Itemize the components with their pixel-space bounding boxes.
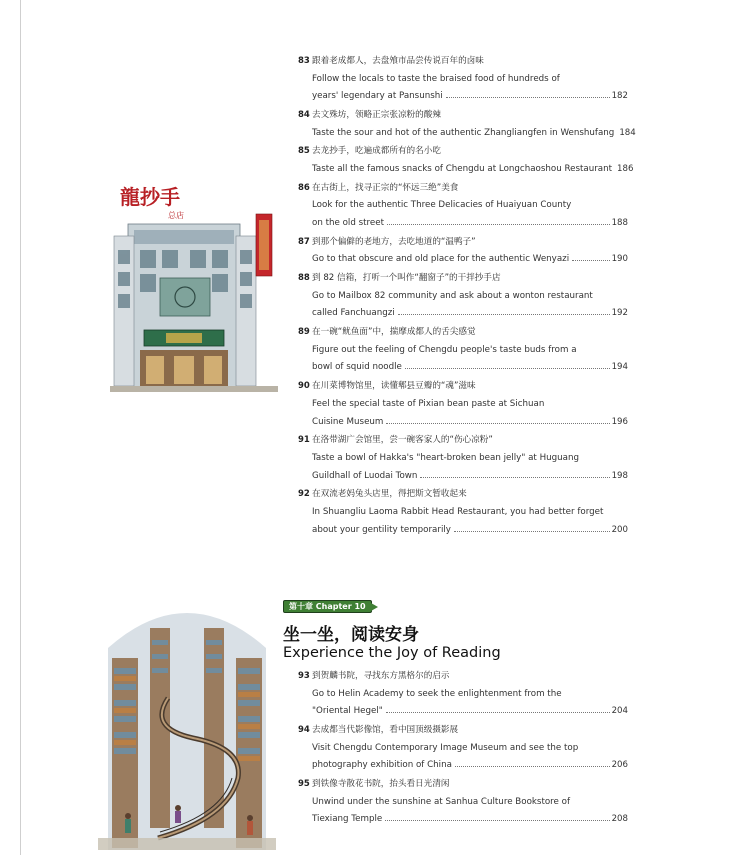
toc-entry-number: 91 [298, 435, 310, 446]
toc-entry-chinese-title [298, 270, 628, 288]
toc-entry-english-text: called Fanchuangzi [312, 308, 395, 319]
toc-entry-english-line: Figure out the feeling of Chengdu people's taste buds from a [312, 344, 577, 355]
toc-entry-english-line: Taste a bowl of Hakka's "heart-broken bean jelly" at Huguang [312, 452, 579, 463]
toc-entry-chinese-text: 去成都当代影像馆，看中国顶级摄影展 [312, 725, 459, 736]
toc-entry[interactable] [298, 180, 628, 233]
toc-entry-english-line-last [298, 215, 628, 233]
chapter-10-tag: 第十章 Chapter 10 [283, 600, 372, 613]
toc-entry-page-number[interactable]: 194 [611, 362, 628, 373]
toc-entry-english-line-last [298, 305, 628, 323]
toc-entry-chinese-title [298, 486, 628, 504]
toc-entry-page-number[interactable]: 200 [611, 524, 628, 535]
toc-entry-page-number[interactable]: 196 [611, 416, 628, 427]
toc-entry-number: 88 [298, 273, 310, 284]
toc-entry-english-line-last [298, 522, 628, 540]
toc-entry-chinese-title [298, 722, 628, 740]
toc-entry-page-number[interactable]: 186 [617, 163, 634, 174]
toc-entry-chinese-title [298, 776, 628, 794]
toc-entry-page-number[interactable]: 192 [611, 308, 628, 319]
toc-entry-english-text: bowl of squid noodle [312, 362, 402, 373]
toc-entry-chinese-title [298, 180, 628, 198]
toc-entry-english-line: Go to Helin Academy to seek the enlightenment from the [312, 688, 562, 699]
toc-entry-page-number[interactable]: 206 [611, 760, 628, 771]
toc-entry-number: 87 [298, 236, 310, 247]
toc-entry-chinese-title [298, 432, 628, 450]
dot-leader [446, 97, 610, 98]
toc-entry-chinese-title [298, 143, 628, 161]
toc-list-chapter-10 [298, 668, 628, 830]
rooftop-subsign-text: 总店 [168, 211, 184, 220]
toc-entry-english-line-last [298, 88, 628, 106]
toc-entry-chinese-text: 在双流老妈兔头店里，得把斯文暂收起来 [312, 489, 467, 500]
toc-entry[interactable] [298, 143, 634, 178]
toc-entry-chinese-title [298, 324, 628, 342]
toc-entry-chinese-text: 在洛带湖广会馆里，尝一碗客家人的“伤心凉粉” [312, 435, 493, 446]
toc-entry-chinese-text: 到贺麟书院，寻找东方黑格尔的启示 [312, 671, 450, 681]
toc-entry-number: 93 [298, 671, 310, 681]
toc-entry-chinese-title [298, 378, 628, 396]
toc-entry-english-line-last [298, 414, 628, 432]
toc-entry[interactable] [298, 234, 628, 269]
toc-entry-number: 94 [298, 725, 310, 736]
rooftop-sign-text: 龍抄手 [120, 185, 180, 209]
toc-entry-english-text: "Oriental Hegel" [312, 706, 383, 717]
toc-entry-english-line-last [298, 359, 628, 377]
toc-entry-english-line: In Shuangliu Laoma Rabbit Head Restaurant, you had better forget [312, 506, 604, 517]
toc-entry-number: 86 [298, 182, 310, 193]
dot-leader [420, 477, 609, 478]
toc-entry-english-line-last [298, 251, 628, 269]
toc-list-chapter-9 [298, 53, 636, 541]
toc-entry-english-text: Taste all the famous snacks of Chengdu at Longchaoshou Restaurant [312, 163, 613, 174]
toc-entry-page-number[interactable]: 198 [611, 470, 628, 481]
toc-entry-english-text: Taste the sour and hot of the authentic Zhangliangfen in Wenshufang [312, 127, 615, 138]
toc-entry[interactable] [298, 668, 628, 721]
page-edge-rule [20, 0, 21, 855]
toc-entry-english-text: Cuisine Museum [312, 416, 384, 427]
toc-entry[interactable] [298, 378, 628, 431]
toc-entry-chinese-title [298, 107, 628, 125]
toc-entry-english-text: Go to that obscure and old place for the authentic Wenyazi [312, 254, 570, 265]
chapter-title-chinese: 坐一坐，阅读安身 [283, 625, 419, 645]
dot-leader [385, 820, 609, 821]
toc-entry-english-text: on the old street [312, 217, 385, 228]
toc-entry-chinese-title [298, 668, 628, 686]
toc-entry-english-line-last [298, 811, 628, 829]
toc-entry-chinese-text: 到铁像寺散花书院，抬头看日光清闲 [312, 779, 450, 790]
dot-leader [398, 314, 610, 315]
toc-entry[interactable] [298, 107, 636, 142]
toc-entry[interactable] [298, 432, 628, 485]
toc-entry-english-line: Look for the authentic Three Delicacies of Huaiyuan County [312, 200, 572, 211]
toc-entry-chinese-text: 去文殊坊，领略正宗张凉粉的酸辣 [312, 110, 441, 121]
toc-entry-english-line-last [298, 757, 628, 775]
toc-entry-english-line-last [298, 125, 636, 143]
toc-entry-page-number[interactable]: 184 [619, 127, 636, 138]
toc-entry-chinese-text: 去龙抄手，吃遍成都所有的名小吃 [312, 146, 441, 157]
toc-entry-chinese-text: 到那个偏僻的老地方，去吃地道的“温鸭子” [312, 236, 476, 247]
toc-entry-chinese-text: 到 82 信箱，打听一个叫作“翻窗子”的干拌抄手店 [312, 273, 501, 284]
dot-leader [454, 531, 610, 532]
toc-entry-chinese-text: 在川菜博物馆里，读懂郫县豆瓣的“魂”滋味 [312, 381, 476, 392]
toc-entry-english-line-last [298, 468, 628, 486]
bookstore-interior-illustration [98, 588, 276, 850]
toc-entry-number: 84 [298, 110, 310, 121]
toc-entry-chinese-text: 在一碗“鱿鱼面”中，揣摩成都人的舌尖感觉 [312, 327, 476, 338]
toc-entry-chinese-title [298, 234, 628, 252]
toc-entry-english-line-last [298, 703, 628, 721]
dot-leader [572, 260, 609, 261]
toc-entry-english-line: Follow the locals to taste the braised food of hundreds of [312, 73, 560, 84]
toc-entry-number: 90 [298, 381, 310, 392]
toc-entry-english-line: Feel the special taste of Pixian bean paste at Sichuan [312, 398, 545, 409]
toc-entry-page-number[interactable]: 208 [611, 814, 628, 825]
toc-entry-page-number[interactable]: 204 [611, 706, 628, 717]
toc-entry-chinese-title [298, 53, 628, 71]
toc-entry-english-line-last [298, 161, 634, 179]
toc-entry-page-number[interactable]: 188 [611, 217, 628, 228]
toc-entry-english-text: photography exhibition of China [312, 760, 452, 771]
longchaoshou-building-illustration [110, 180, 278, 392]
toc-entry-number: 92 [298, 489, 310, 500]
toc-entry-chinese-text: 跟着老成都人，去盘飧市品尝传说百年的卤味 [312, 56, 484, 66]
toc-entry-number: 95 [298, 779, 310, 790]
toc-entry[interactable] [298, 324, 628, 377]
toc-entry-english-text: years' legendary at Pansunshi [312, 91, 443, 102]
chapter-title-english: Experience the Joy of Reading [283, 645, 501, 661]
dot-leader [455, 766, 610, 767]
toc-entry[interactable] [298, 270, 628, 323]
toc-entry[interactable] [298, 53, 628, 106]
dot-leader [386, 712, 610, 713]
dot-leader [405, 368, 610, 369]
toc-entry-page-number[interactable]: 182 [611, 91, 628, 102]
toc-entry-number: 89 [298, 327, 310, 338]
toc-entry-english-text: Tiexiang Temple [312, 814, 383, 825]
toc-entry[interactable] [298, 776, 628, 829]
toc-entry-english-text: about your gentility temporarily [312, 524, 451, 535]
toc-entry-english-line: Unwind under the sunshine at Sanhua Culture Bookstore of [312, 796, 571, 807]
toc-entry[interactable] [298, 486, 628, 539]
toc-entry-number: 83 [298, 56, 310, 66]
toc-entry-english-line: Go to Mailbox 82 community and ask about a wonton restaurant [312, 290, 593, 301]
toc-entry-chinese-text: 在古街上，找寻正宗的“怀远三绝”美食 [312, 182, 459, 193]
toc-entry-english-text: Guildhall of Luodai Town [312, 470, 418, 481]
dot-leader [387, 224, 610, 225]
dot-leader [386, 423, 609, 424]
toc-entry[interactable] [298, 722, 628, 775]
toc-entry-english-line: Visit Chengdu Contemporary Image Museum and see the top [312, 742, 579, 753]
toc-entry-number: 85 [298, 146, 310, 157]
toc-entry-page-number[interactable]: 190 [611, 254, 628, 265]
